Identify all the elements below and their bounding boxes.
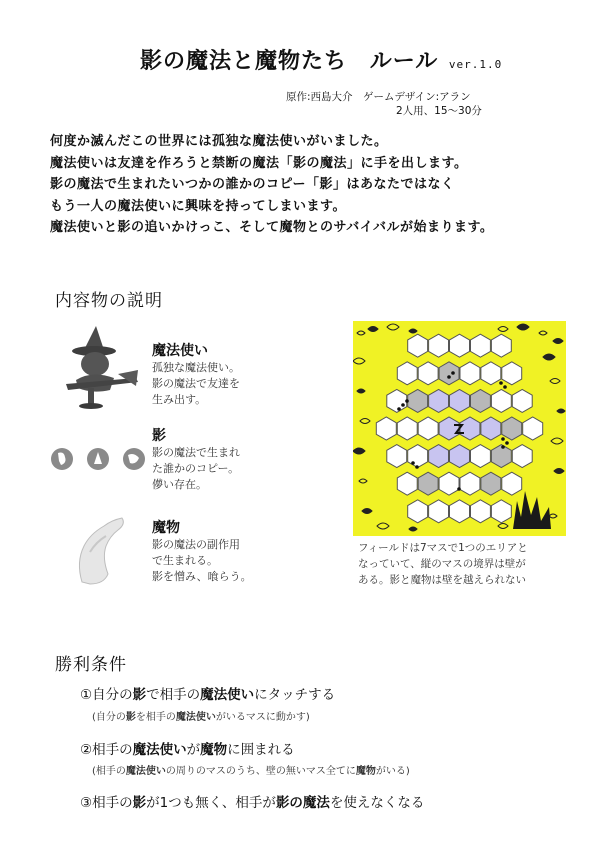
desc-line: た誰かのコピー。: [152, 462, 240, 475]
monster-figure-image: [70, 512, 130, 588]
item-desc-shadow: [152, 445, 240, 493]
intro-line: 魔法使いは友達を作ろうと禁断の魔法「影の魔法」に手を出します。: [50, 155, 468, 171]
wizard-figure-image: [62, 324, 140, 410]
board-dot: [499, 381, 503, 385]
desc-line: で生まれる。: [152, 554, 218, 567]
caption-line: フィールドは7マスで1つのエリアと: [358, 542, 528, 554]
board-dot: [503, 385, 507, 389]
item-name-monster: 魔物: [152, 520, 180, 536]
victory-condition-1-note: (自分の影を相手の魔法使いがいるマスに動かす): [92, 712, 310, 723]
intro-line: 影の魔法で生まれたいつかの誰かのコピー「影」はあなたではなく: [50, 177, 455, 192]
game-board-image: [353, 321, 566, 536]
title-suffix: ルール: [369, 49, 439, 74]
victory-heading: 勝利条件: [55, 655, 127, 675]
board-dot: [411, 461, 415, 465]
credits: [286, 90, 482, 118]
board-dot: [401, 403, 405, 407]
doodle-mark: [368, 327, 378, 332]
players-line: 2人用、15〜30分: [396, 105, 482, 117]
desc-line: 影の魔法で生まれ: [152, 446, 240, 459]
intro-line: 何度か滅んだこの世界には孤独な魔法使いがいました。: [50, 134, 388, 149]
board-dot: [405, 399, 409, 403]
board-dot: [447, 375, 451, 379]
item-name-wizard: 魔法使い: [152, 343, 208, 359]
item-name-shadow: 影: [152, 428, 166, 444]
doodle-mark: [357, 389, 365, 393]
board-dot: [505, 441, 509, 445]
title-main: 影の魔法と魔物たち: [140, 49, 348, 74]
doodle-mark: [353, 448, 365, 454]
desc-line: 影の魔法の副作用: [152, 538, 240, 551]
page-title: [140, 44, 502, 75]
board-dot: [457, 487, 461, 491]
board-dot: [501, 445, 505, 449]
board-dot: [415, 465, 419, 469]
doodle-mark: [543, 354, 555, 360]
doodle-mark: [362, 509, 372, 514]
desc-line: 影の魔法で友達を: [152, 377, 240, 390]
board-dot: [451, 371, 455, 375]
victory-condition-2: ②相手の魔法使いが魔物に囲まれる: [80, 742, 295, 758]
doodle-mark: [517, 324, 529, 330]
board-dot: [501, 437, 505, 441]
shadow-tokens-image: [50, 446, 150, 472]
item-desc-wizard: [152, 360, 240, 408]
doodle-mark: [553, 339, 563, 344]
caption-line: なっていて、縦のマスの境界は壁が: [358, 558, 526, 570]
field-caption: [358, 540, 528, 588]
item-desc-monster: [152, 537, 252, 585]
victory-condition-2-note: (相手の魔法使いの周りのマスのうち、壁の無いマス全てに魔物がいる): [92, 766, 410, 777]
victory-condition-1: ①自分の影で相手の魔法使いにタッチする: [80, 687, 336, 703]
contents-heading: 内容物の説明: [55, 291, 163, 311]
desc-line: 孤独な魔法使い。: [152, 361, 240, 374]
doodle-mark: [409, 329, 417, 333]
victory-condition-3: ③相手の影が1つも無く、相手が影の魔法を使えなくなる: [80, 795, 425, 811]
intro-text: [50, 131, 493, 239]
version-label: ver.1.0: [448, 58, 503, 71]
desc-line: 生み出す。: [152, 393, 207, 406]
intro-line: 魔法使いと影の追いかけっこ、そして魔物とのサバイバルが始まります。: [50, 220, 494, 235]
credit-line: 原作:西島大介 ゲームデザイン:アラン: [286, 91, 471, 103]
desc-line: 影を憎み、喰らう。: [152, 570, 252, 583]
doodle-mark: [557, 409, 565, 413]
desc-line: 儚い存在。: [152, 478, 207, 491]
board-dot: [397, 407, 401, 411]
intro-line: もう一人の魔法使いに興味を持ってしまいます。: [50, 198, 346, 214]
doodle-mark: [554, 469, 564, 474]
caption-line: ある。影と魔物は壁を越えられない: [358, 574, 526, 586]
doodle-mark: [409, 527, 417, 531]
